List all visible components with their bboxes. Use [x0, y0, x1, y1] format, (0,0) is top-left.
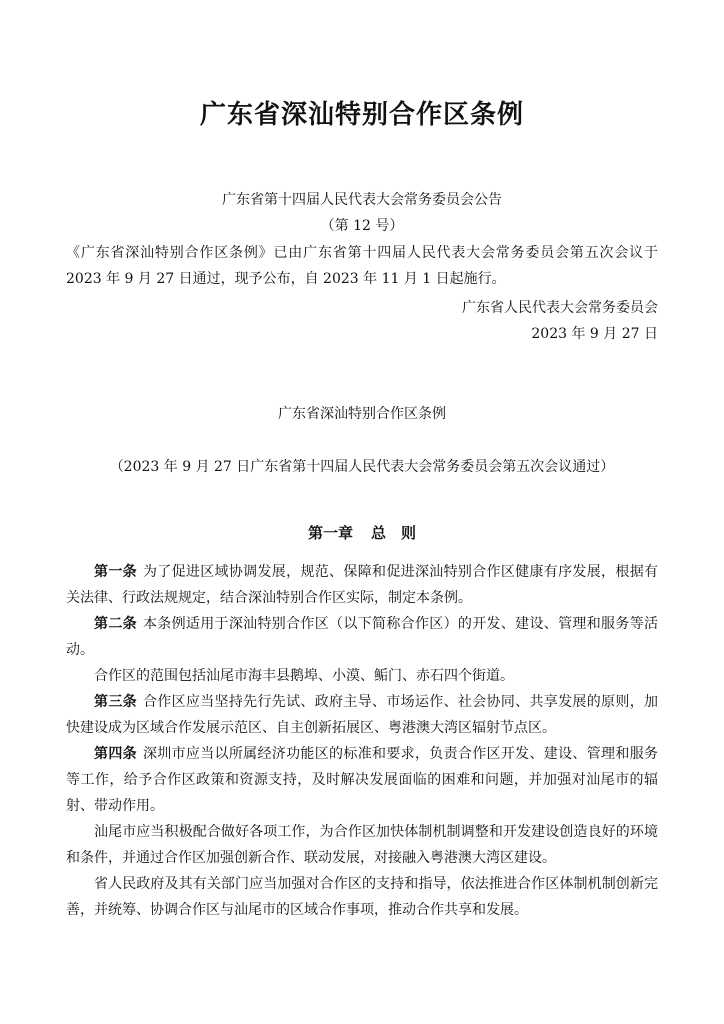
announcement-body: 《广东省深汕特别合作区条例》已由广东省第十四届人民代表大会常务委员会第五次会议于 2023 年 9 月 27 日通过，现予公布，自 2023 年 11 月 1 日起施行。: [66, 245, 658, 287]
chapter-number: 第一章: [307, 524, 353, 542]
article-number: 第二条: [94, 616, 137, 632]
article-text: 合作区应当坚持先行先试、政府主导、市场运作、社会协同、共享发展的原则，加快建设成为区域合作发展示范区、自主创新拓展区、粤港澳大湾区辐射节点区。: [66, 694, 659, 736]
article-number: 第四条: [94, 746, 137, 762]
article-list: [66, 559, 658, 923]
announcement-signature: 广东省人民代表大会常务委员会: [462, 300, 658, 316]
article-paragraph: [66, 689, 658, 741]
announcement-date: 2023 年 9 月 27 日: [531, 326, 658, 342]
article-paragraph: [66, 871, 658, 923]
article-text: 省人民政府及其有关部门应当加强对合作区的支持和指导，依法推进合作区体制机制创新完善，并统筹、协调合作区与汕尾市的区域合作事项，推动合作共享和发展。: [66, 876, 658, 918]
regulation-subtitle: 广东省深汕特别合作区条例: [278, 406, 446, 422]
article-paragraph: [66, 559, 658, 611]
article-paragraph: [66, 663, 658, 689]
article-text: 汕尾市应当积极配合做好各项工作，为合作区加快体制机制调整和开发建设创造良好的环境和条件，并通过合作区加强创新合作、联动发展，对接融入粤港澳大湾区建设。: [66, 824, 658, 866]
article-number: 第三条: [94, 694, 137, 710]
article-paragraph: [66, 819, 658, 871]
chapter-heading: [0, 522, 724, 544]
article-number: 第一条: [94, 564, 137, 580]
article-paragraph: [66, 741, 658, 819]
article-text: 深圳市应当以所属经济功能区的标准和要求，负责合作区开发、建设、管理和服务等工作，给予合作区政策和资源支持，及时解决发展面临的困难和问题，并加强对汕尾市的辐射、带动作用。: [66, 746, 659, 814]
announcement-number: （第 12 号）: [320, 218, 404, 234]
article-text: 本条例适用于深汕特别合作区（以下简称合作区）的开发、建设、管理和服务等活动。: [66, 616, 659, 658]
passage-note: （2023 年 9 月 27 日广东省第十四届人民代表大会常务委员会第五次会议通过）: [109, 459, 615, 475]
article-text: 合作区的范围包括汕尾市海丰县鹅埠、小漠、鲘门、赤石四个街道。: [94, 668, 514, 684]
article-text: 为了促进区域协调发展，规范、保障和促进深汕特别合作区健康有序发展，根据有关法律、行政法规规定，结合深汕特别合作区实际，制定本条例。: [66, 564, 659, 606]
article-paragraph: [66, 611, 658, 663]
announcement-issuer: 广东省第十四届人民代表大会常务委员会公告: [222, 192, 502, 208]
document-title: 广东省深汕特别合作区条例: [199, 100, 524, 130]
chapter-name: 总 则: [371, 524, 417, 542]
